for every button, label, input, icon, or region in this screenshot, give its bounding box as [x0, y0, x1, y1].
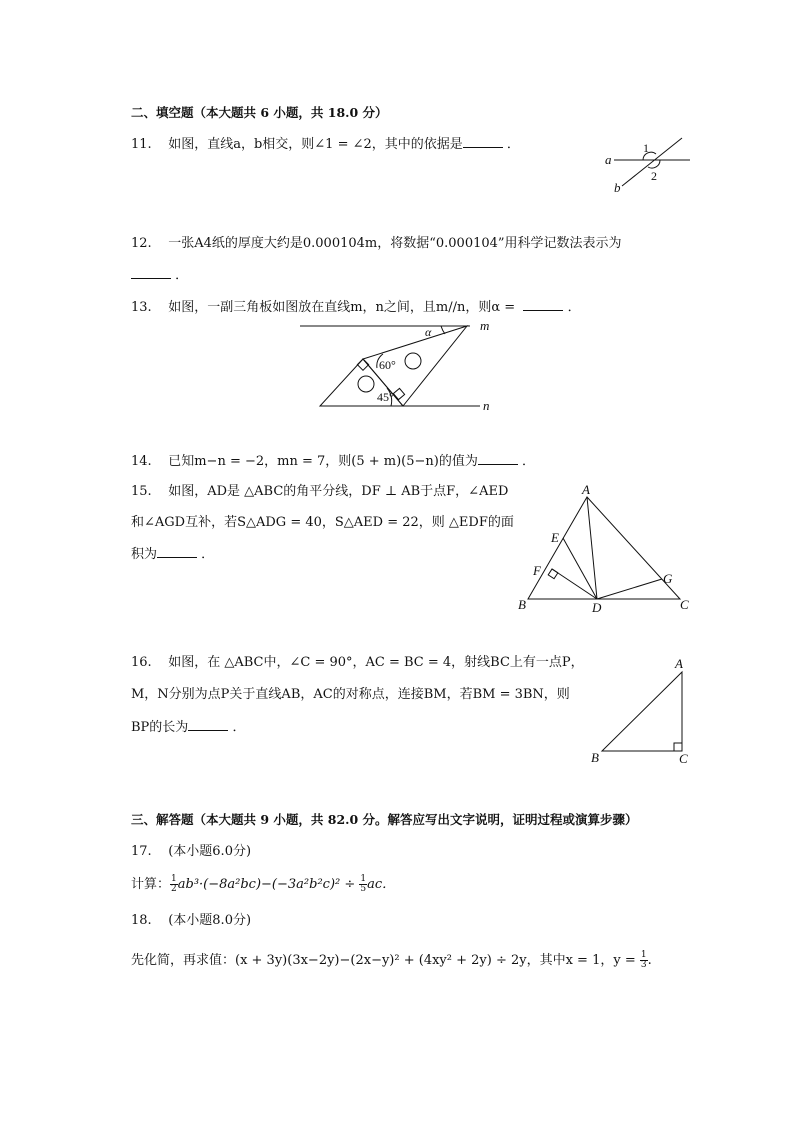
q16-figure [585, 652, 695, 772]
q13-label-n: n [483, 398, 490, 413]
question-12-cont [131, 266, 188, 285]
q15-label-B: B [518, 597, 526, 612]
q15-line2: 和∠AGD互补，若S△ADG = 40，S△AED = 22，则 △EDF的面 [131, 515, 514, 530]
q14-answer-blank[interactable] [478, 452, 518, 465]
q13-figure [295, 316, 510, 418]
q18-text: 先化简，再求值：(x + 3y)(3x−2y)−(2x−y)² + (4xy² + 2y) ÷ 2y，其中x = 1，y = [131, 953, 640, 968]
q13-label-60: 60° [379, 358, 396, 372]
q16-line1: 如图，在 △ABC中，∠C = 90°，AC = BC = 4，射线BC上有一点P， [168, 655, 584, 670]
q17-fraction-half: $\frac{1}{2}$ [171, 874, 177, 894]
q17-expr-part1: ab³·(−8a²bc)−(−3a²b²c)² ÷ [177, 877, 360, 892]
q15-answer-blank[interactable] [157, 545, 197, 558]
question-12 [131, 235, 622, 253]
question-15 [131, 483, 508, 501]
q14-end: ． [521, 454, 535, 469]
q11-figure [600, 132, 700, 202]
q18-score: (本小题8.0分) [168, 913, 252, 928]
q17-fraction-fifth: $\frac{1}{5}$ [360, 874, 367, 894]
q13-label-45: 45° [377, 390, 394, 404]
q15-label-E: E [551, 530, 559, 545]
q15-number: 15. [131, 484, 152, 499]
q11-text: 如图，直线a，b相交，则∠1 = ∠2，其中的依据是 [168, 137, 463, 152]
q16-line2: M，N分别为点P关于直线AB，AC的对称点，连接BM，若BM = 3BN，则 [131, 687, 570, 702]
q17-prefix: 计算： [131, 877, 171, 892]
question-16 [131, 654, 584, 672]
q17-expr-part2: ac． [367, 877, 396, 892]
q15-triangle-abc [528, 497, 680, 599]
q11-number: 11. [131, 137, 152, 152]
q16-label-B: B [591, 750, 599, 765]
q12-end: ． [175, 268, 189, 283]
question-14 [131, 452, 535, 471]
q15-end: ． [201, 547, 215, 562]
q15-right-angle [548, 569, 558, 579]
q17-score: (本小题6.0分) [168, 844, 252, 859]
q13-number: 13. [131, 300, 152, 315]
question-17 [131, 843, 251, 861]
q15-label-F: F [533, 563, 541, 578]
q12-answer-blank[interactable] [131, 266, 171, 279]
q11-label-a: a [605, 152, 612, 167]
q11-end: ． [506, 137, 520, 152]
q13-right-angle-2 [393, 388, 404, 399]
q15-label-C: C [680, 597, 689, 612]
q13-hole-1 [405, 353, 421, 369]
q16-answer-blank[interactable] [188, 718, 228, 731]
q17-expression [131, 875, 395, 894]
q11-label-2: 2 [651, 169, 657, 183]
q18-expression [131, 951, 652, 970]
q15-line3 [131, 545, 214, 564]
q12-text: 一张A4纸的厚度大约是0.000104m，将数据“0.000104”用科学记数法表示为 [168, 236, 622, 251]
q16-line3 [131, 718, 245, 737]
q13-end: ． [567, 300, 581, 315]
q15-label-D: D [592, 600, 602, 615]
q11-label-b: b [614, 180, 621, 195]
q18-end: . [647, 953, 652, 968]
q17-number: 17. [131, 844, 152, 859]
q16-end: ． [232, 720, 246, 735]
q13-right-angle-1 [357, 359, 368, 370]
q15-line3-text: 积为 [131, 547, 158, 562]
q15-segment-gd [597, 579, 662, 599]
q16-label-A: A [675, 656, 683, 671]
question-11 [131, 135, 520, 154]
q15-label-A: A [582, 482, 590, 497]
q16-right-angle [674, 743, 682, 751]
q15-segment-fd [552, 569, 597, 599]
q15-line1: 如图，AD是 △ABC的角平分线，DF ⊥ AB于点F，∠AED [168, 484, 509, 499]
q14-number: 14. [131, 454, 152, 469]
q18-number: 18. [131, 913, 152, 928]
q13-text: 如图，一副三角板如图放在直线m，n之间，且m//n，则α = [168, 300, 516, 315]
q13-alpha-arc [441, 326, 445, 334]
q16-triangle-abc [602, 672, 682, 751]
q13-hole-2 [358, 376, 374, 392]
q16-line3-text: BP的长为 [131, 720, 189, 735]
q15-label-G: G [663, 571, 673, 586]
q12-number: 12. [131, 236, 152, 251]
section2-heading: 二、填空题（本大题共 6 小题，共 18.0 分） [131, 105, 388, 120]
q11-label-1: 1 [643, 141, 649, 155]
q18-fraction-third: $\frac{1}{3}$ [640, 950, 647, 970]
q15-figure [510, 482, 700, 617]
q16-label-C: C [679, 751, 688, 766]
q16-number: 16. [131, 655, 152, 670]
q13-label-alpha: α [425, 325, 432, 339]
section3-heading: 三、解答题（本大题共 9 小题，共 82.0 分。解答应写出文字说明，证明过程或演算步骤） [131, 812, 638, 827]
q11-answer-blank[interactable] [463, 135, 503, 148]
q13-answer-blank[interactable] [523, 298, 563, 311]
question-13 [131, 298, 581, 317]
q14-text: 已知m−n = −2，mn = 7，则(5 + m)(5−n)的值为 [168, 454, 478, 469]
q13-label-m: m [480, 318, 490, 333]
question-18 [131, 912, 251, 930]
